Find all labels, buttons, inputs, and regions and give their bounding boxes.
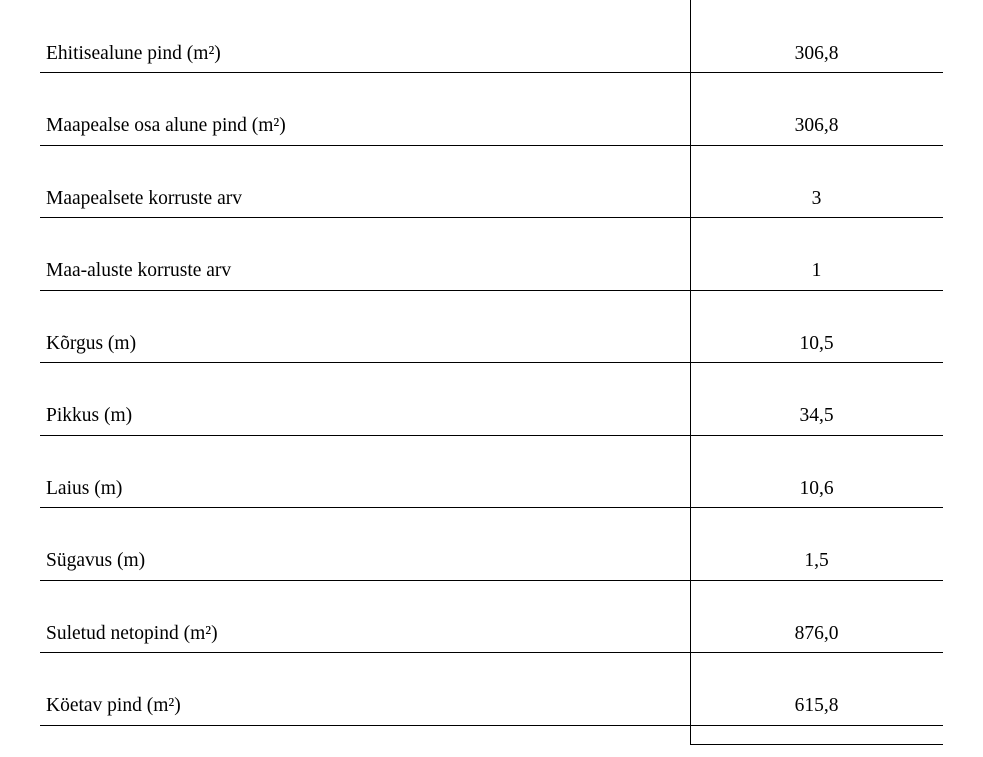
row-value: 1 — [690, 218, 943, 291]
table-column-divider — [690, 0, 691, 745]
row-value: 306,8 — [690, 73, 943, 146]
row-label: Maa-aluste korruste arv — [40, 218, 690, 291]
row-label: Kõrgus (m) — [40, 290, 690, 363]
row-value: 1,5 — [690, 508, 943, 581]
row-label: Maapealse osa alune pind (m²) — [40, 73, 690, 146]
row-label: Suletud netopind (m²) — [40, 580, 690, 653]
table-row — [40, 363, 943, 436]
table-row — [40, 508, 943, 581]
row-value: 306,8 — [690, 0, 943, 73]
row-value: 10,6 — [690, 435, 943, 508]
table-row — [40, 580, 943, 653]
row-label: Pikkus (m) — [40, 363, 690, 436]
table-body — [40, 0, 943, 725]
table-row — [40, 218, 943, 291]
table-row — [40, 290, 943, 363]
table-row — [40, 145, 943, 218]
row-value: 34,5 — [690, 363, 943, 436]
table-row — [40, 653, 943, 726]
row-label: Ehitisealune pind (m²) — [40, 0, 690, 73]
row-label: Laius (m) — [40, 435, 690, 508]
table-bottom-rule — [690, 744, 943, 745]
building-specifications-table — [40, 0, 943, 726]
row-label: Sügavus (m) — [40, 508, 690, 581]
row-label: Köetav pind (m²) — [40, 653, 690, 726]
table-row — [40, 73, 943, 146]
row-value: 10,5 — [690, 290, 943, 363]
table-row — [40, 435, 943, 508]
table-row — [40, 0, 943, 73]
row-value: 876,0 — [690, 580, 943, 653]
row-label: Maapealsete korruste arv — [40, 145, 690, 218]
row-value: 3 — [690, 145, 943, 218]
row-value: 615,8 — [690, 653, 943, 726]
